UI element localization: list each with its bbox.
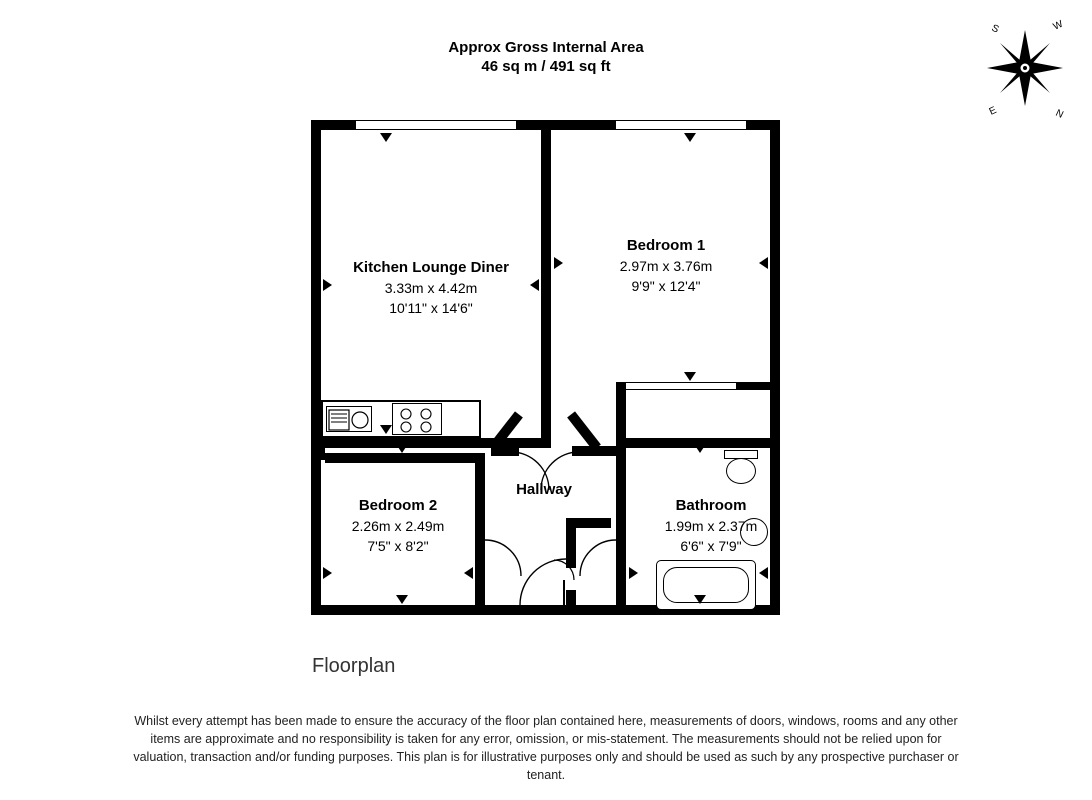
room-metric: 2.97m x 3.76m <box>619 258 713 274</box>
arrow-kitchen-top <box>380 133 392 142</box>
room-metric: 1.99m x 2.37m <box>664 518 758 534</box>
kitchen-unit-divider <box>321 400 481 402</box>
arrow-bedroom1-bottom <box>684 372 696 381</box>
room-label-bedroom-1 <box>571 236 761 296</box>
arrow-bedroom2-right <box>464 567 473 579</box>
room-name: Bathroom <box>675 497 747 514</box>
compass-label-s: S <box>989 22 1001 36</box>
arrow-bedroom1-top <box>684 133 696 142</box>
bath-icon <box>656 560 756 610</box>
disclaimer-text <box>0 712 1092 784</box>
disclaimer-paragraph: Whilst every attempt has been made to ensure the accuracy of the floor plan contained here, measurements of doors, windows, rooms and any other items are approximate and no responsibility is taken for any error, omission, or mis-statement. The measurements should not be relied upon for valuation, transaction and/or funding purposes. This plan is for illustrative purposes only and should be used as such by any prospective purchaser or tenant. <box>133 714 959 782</box>
room-label-bedroom-2 <box>312 496 484 556</box>
room-imperial: 6'6" x 7'9" <box>680 538 742 554</box>
room-label-bathroom <box>626 496 796 556</box>
compass-label-n: N <box>1053 107 1065 118</box>
arrow-bedroom2-left <box>323 567 332 579</box>
plan-header <box>0 38 1092 76</box>
arrow-bathroom-right <box>759 567 768 579</box>
room-name: Kitchen Lounge Diner <box>353 259 509 276</box>
arrow-bedroom2-top <box>396 444 408 453</box>
floorplan-caption: Floorplan <box>312 655 396 677</box>
room-label-kitchen-lounge-diner <box>336 258 526 318</box>
room-imperial: 7'5" x 8'2" <box>367 538 429 554</box>
room-metric: 2.26m x 2.49m <box>351 518 445 534</box>
toilet-icon <box>726 458 756 484</box>
compass-icon <box>975 18 1075 118</box>
room-imperial: 9'9" x 12'4" <box>631 278 701 294</box>
room-name: Bedroom 2 <box>358 497 438 514</box>
compass-label-w: W <box>1051 18 1065 33</box>
arrow-kitchen-bottom <box>380 425 392 434</box>
room-imperial: 10'11" x 14'6" <box>389 300 473 316</box>
room-name: Bedroom 1 <box>626 237 706 254</box>
floorplan-drawing <box>296 110 796 630</box>
arrow-kitchen-left <box>323 279 332 291</box>
arrow-kitchen-right <box>530 279 539 291</box>
arrow-bathroom-left <box>629 567 638 579</box>
arrow-bathroom-top <box>694 444 706 453</box>
room-name: Hallway <box>516 481 572 498</box>
gross-area-title: Approx Gross Internal Area <box>448 39 644 56</box>
gross-area-value: 46 sq m / 491 sq ft <box>481 58 611 75</box>
room-metric: 3.33m x 4.42m <box>384 280 478 296</box>
kitchen-sink <box>326 406 372 432</box>
room-label-hallway <box>492 480 596 500</box>
toilet-cistern <box>724 450 758 459</box>
compass-label-e: E <box>987 104 999 118</box>
arrow-bedroom1-left <box>554 257 563 269</box>
arrow-bedroom2-bottom <box>396 595 408 604</box>
kitchen-hob <box>392 403 442 435</box>
arrow-bathroom-bottom <box>694 595 706 604</box>
